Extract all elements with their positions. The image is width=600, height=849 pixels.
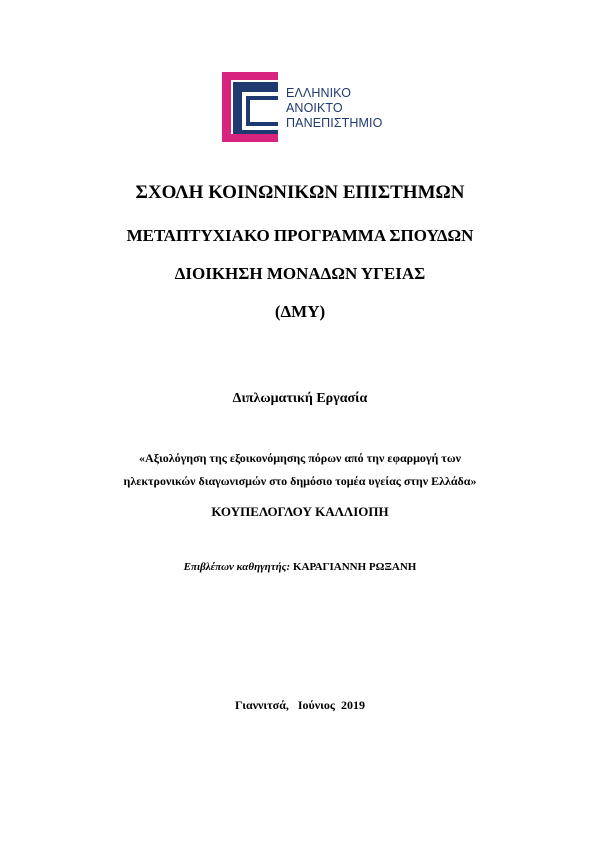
author-name: ΚΟΥΠΕΛΟΓΛΟΥ ΚΑΛΛΙΟΠΗ: [211, 504, 389, 519]
date-line: [0, 698, 600, 713]
program-abbreviation: (ΔΜΥ): [274, 302, 326, 321]
university-logo: [222, 72, 412, 142]
date-year: 2019: [340, 698, 365, 712]
supervisor-name: ΚΑΡΑΓΙΑΝΝΗ ΡΩΞΑΝΗ: [292, 561, 417, 573]
logo-emblem-icon: [222, 72, 282, 142]
logo-line-3: ΠΑΝΕΠΙΣΤΗΜΙΟ: [286, 116, 383, 130]
document-type: Διπλωματική Εργασία: [232, 391, 368, 406]
supervisor-line: [0, 561, 600, 573]
date-month: Ιούνιος: [297, 698, 335, 712]
supervisor-label: Επιβλέπων καθηγητής:: [183, 561, 291, 573]
school-title: ΣΧΟΛΗ ΚΟΙΝΩΝΙΚΩΝ ΕΠΙΣΤΗΜΩΝ: [135, 182, 465, 203]
thesis-title-line-1: «Αξιολόγηση της εξοικονόμησης πόρων από την εφαρμογή των: [139, 451, 461, 465]
specialization-title: ΔΙΟΙΚΗΣΗ ΜΟΝΑΔΩΝ ΥΓΕΙΑΣ: [174, 264, 426, 283]
thesis-title-line-2: ηλεκτρονικών διαγωνισμών στο δημόσιο τομέα υγείας στην Ελλάδα»: [123, 474, 477, 488]
date-place: Γιαννιτσά,: [235, 698, 289, 712]
logo-text: [286, 86, 382, 131]
program-title: ΜΕΤΑΠΤΥΧΙΑΚΟ ΠΡΟΓΡΑΜΜΑ ΣΠΟΥΔΩΝ: [126, 226, 474, 245]
logo-line-1: ΕΛΛΗΝΙΚΟ: [286, 86, 352, 100]
logo-line-2: ΑΝΟΙΚΤΟ: [286, 101, 343, 115]
